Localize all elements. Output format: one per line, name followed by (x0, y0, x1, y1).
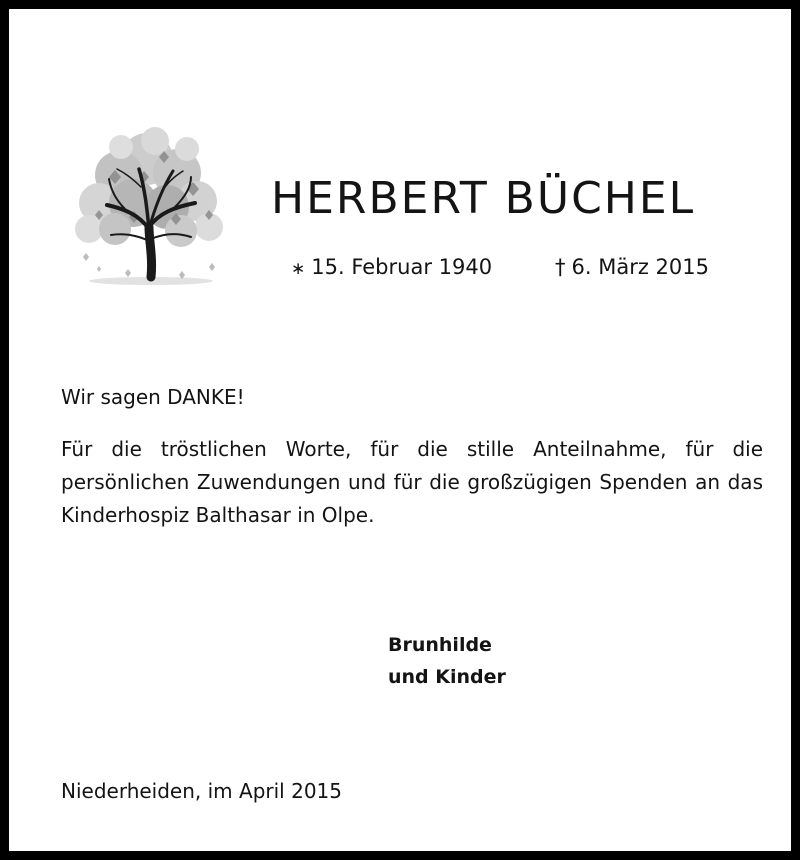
thanks-message: Für die tröstlichen Worte, für die stille Anteilnahme, für die persönlichen Zuwendungen und für die großzügigen Spenden an das Kinderhospiz Balthasar in Olpe. (61, 437, 763, 527)
birth-star-icon: ∗ (291, 259, 306, 279)
signature (388, 629, 506, 693)
birth-date-text: 15. Februar 1940 (311, 255, 493, 279)
birth-date (291, 251, 492, 285)
death-date-text: 6. März 2015 (571, 255, 709, 279)
life-dates (9, 251, 800, 283)
thanks-heading: Wir sagen DANKE! (61, 385, 245, 409)
place-and-date: Niederheiden, im April 2015 (61, 779, 342, 803)
death-date (555, 251, 709, 283)
death-cross-icon: † (555, 255, 566, 279)
deceased-name: HERBERT BÜCHEL (271, 173, 696, 224)
signature-line-2: und Kinder (388, 666, 506, 688)
signature-line-1: Brunhilde (388, 634, 492, 656)
